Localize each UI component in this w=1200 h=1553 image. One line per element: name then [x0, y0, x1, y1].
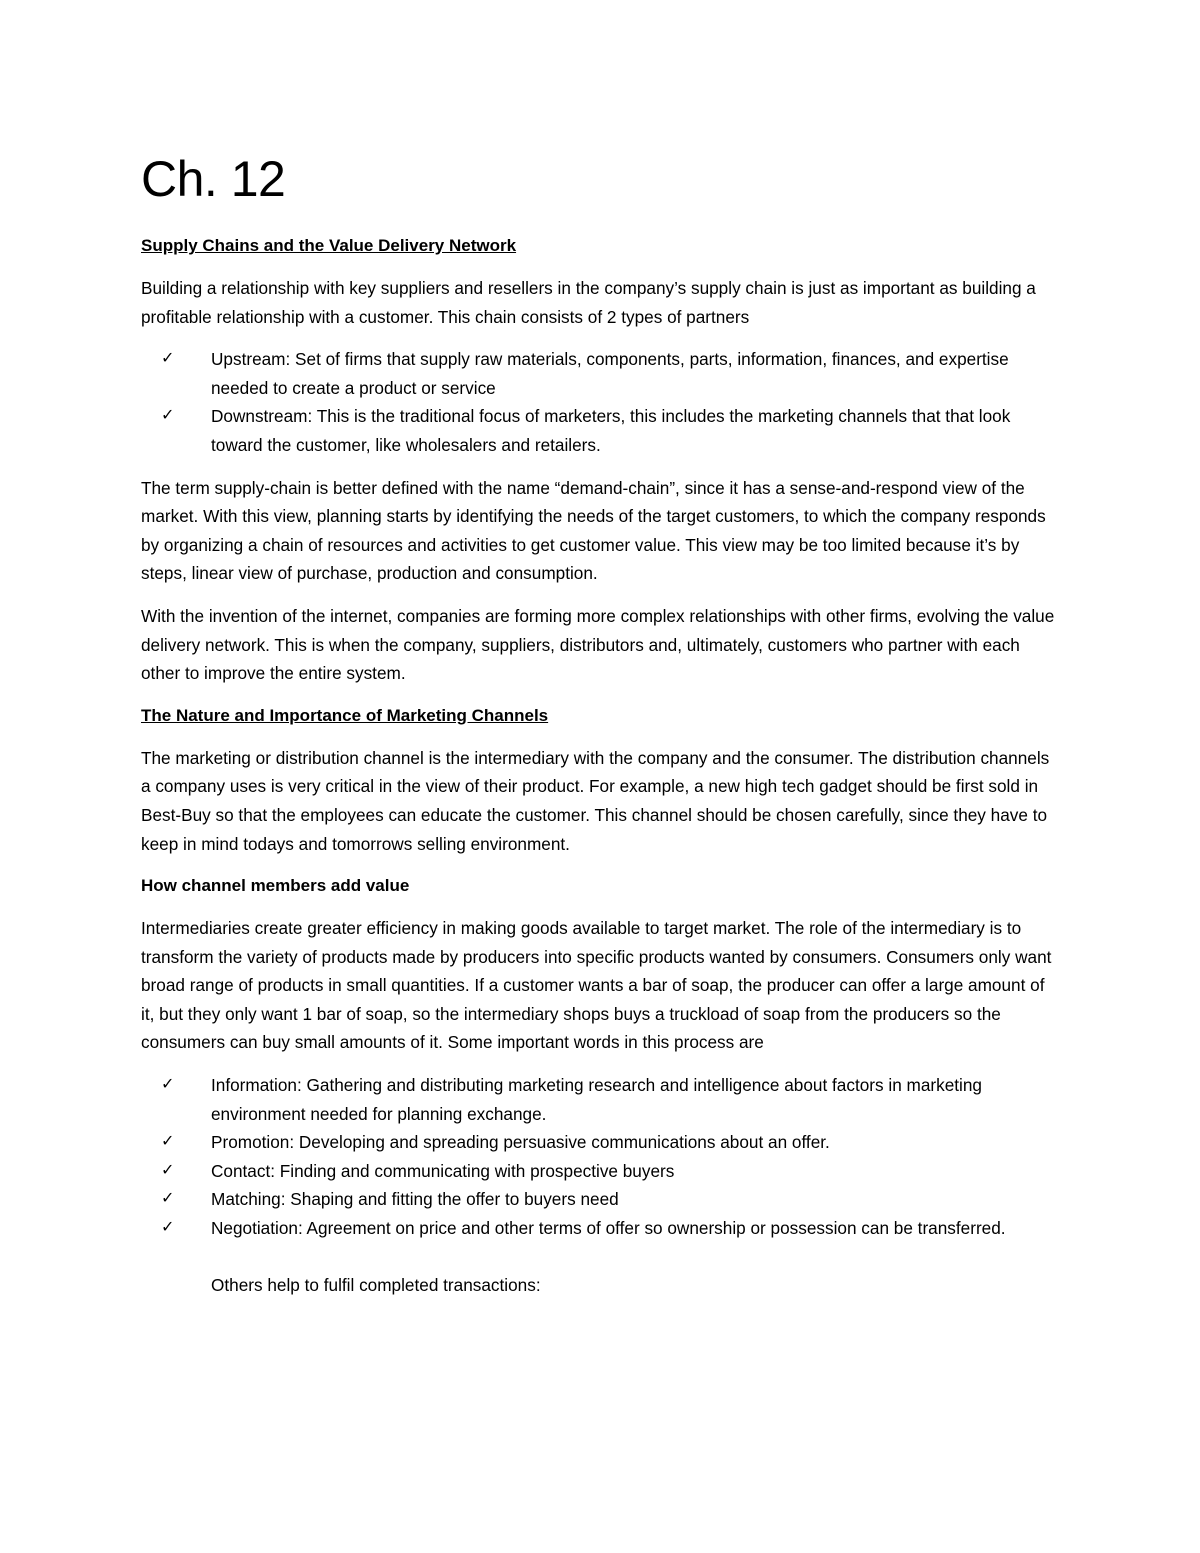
followup-line: Others help to fulfil completed transactions:: [211, 1274, 541, 1295]
checkmark-icon: ✓: [161, 1188, 175, 1208]
checkmark-icon: ✓: [161, 405, 175, 425]
list-item-text: Information: Gathering and distributing marketing research and intelligence about factors in marketing environment needed for planning exchange.: [211, 1075, 982, 1124]
list-item: [161, 1071, 1061, 1128]
list-item-text: Upstream: Set of firms that supply raw materials, components, parts, information, finances, and expertise needed to create a product or service: [211, 349, 1009, 398]
list-item-text: Downstream: This is the traditional focus of marketers, this includes the marketing channels that that look toward the customer, like wholesalers and retailers.: [211, 406, 1011, 455]
document-body: [141, 150, 1061, 1299]
internet-paragraph: With the invention of the internet, companies are forming more complex relationships with other firms, evolving the value delivery network. This is when the company, suppliers, distributors and, ultimately, customers who partner with each other to improve the entire system.: [141, 605, 1055, 684]
partner-types-list: [141, 345, 1061, 459]
section-heading-channel-value: How channel members add value: [141, 876, 410, 896]
checkmark-icon: ✓: [161, 348, 175, 368]
list-item-text: Negotiation: Agreement on price and other terms of offer so ownership or possession can be transferred.: [211, 1218, 1006, 1239]
demand-chain-paragraph: The term supply-chain is better defined with the name “demand-chain”, since it has a sense-and-respond view of the market. With this view, planning starts by identifying the needs of the target customers, to which the company responds by organizing a chain of resources and activities to get customer value. This view may be too limited because it’s by steps, linear view of purchase, production and consumption.: [141, 477, 1046, 584]
checkmark-icon: ✓: [161, 1159, 175, 1179]
list-item: [161, 1157, 1061, 1186]
checkmark-icon: ✓: [161, 1217, 175, 1237]
checkmark-icon: ✓: [161, 1074, 175, 1094]
section-heading-supply-chains: Supply Chains and the Value Delivery Network: [141, 236, 517, 255]
list-item-text: Promotion: Developing and spreading persuasive communications about an offer.: [211, 1132, 830, 1153]
list-item: [161, 402, 1061, 459]
channel-value-paragraph: Intermediaries create greater efficiency in making goods available to target market. The role of the intermediary is to transform the variety of products made by producers into specific products wanted by consumers. Consumers only want broad range of products in small quantities. If a customer wants a bar of soap, the producer can offer a large amount of it, but they only want 1 bar of soap, so the intermediary shops buys a truckload of soap from the producers so the consumers can buy small amounts of it. Some important words in this process are: [141, 918, 1052, 1053]
supply-chain-intro-paragraph: Building a relationship with key suppliers and resellers in the company’s supply chain is just as important as building a profitable relationship with a customer. This chain consists of 2 types of partners: [141, 278, 1036, 327]
list-item: [161, 1185, 1061, 1214]
list-item: [161, 1214, 1061, 1243]
list-item-text: Contact: Finding and communicating with prospective buyers: [211, 1160, 675, 1181]
list-item: [161, 345, 1061, 402]
section-heading-marketing-channels: The Nature and Importance of Marketing Channels: [141, 705, 549, 725]
list-item: [161, 1128, 1061, 1157]
marketing-channels-paragraph: The marketing or distribution channel is the intermediary with the company and the consumer. The distribution channels a company uses is very critical in the view of their product. For example, a new high tech gadget should be first sold in Best-Buy so that the employees can educate the customer. This channel should be chosen carefully, since they have to keep in mind todays and tomorrows selling environment.: [141, 747, 1050, 854]
key-functions-list: [141, 1071, 1061, 1243]
chapter-title: Ch. 12: [141, 151, 286, 207]
checkmark-icon: ✓: [161, 1131, 175, 1151]
list-item-text: Matching: Shaping and fitting the offer to buyers need: [211, 1189, 619, 1210]
